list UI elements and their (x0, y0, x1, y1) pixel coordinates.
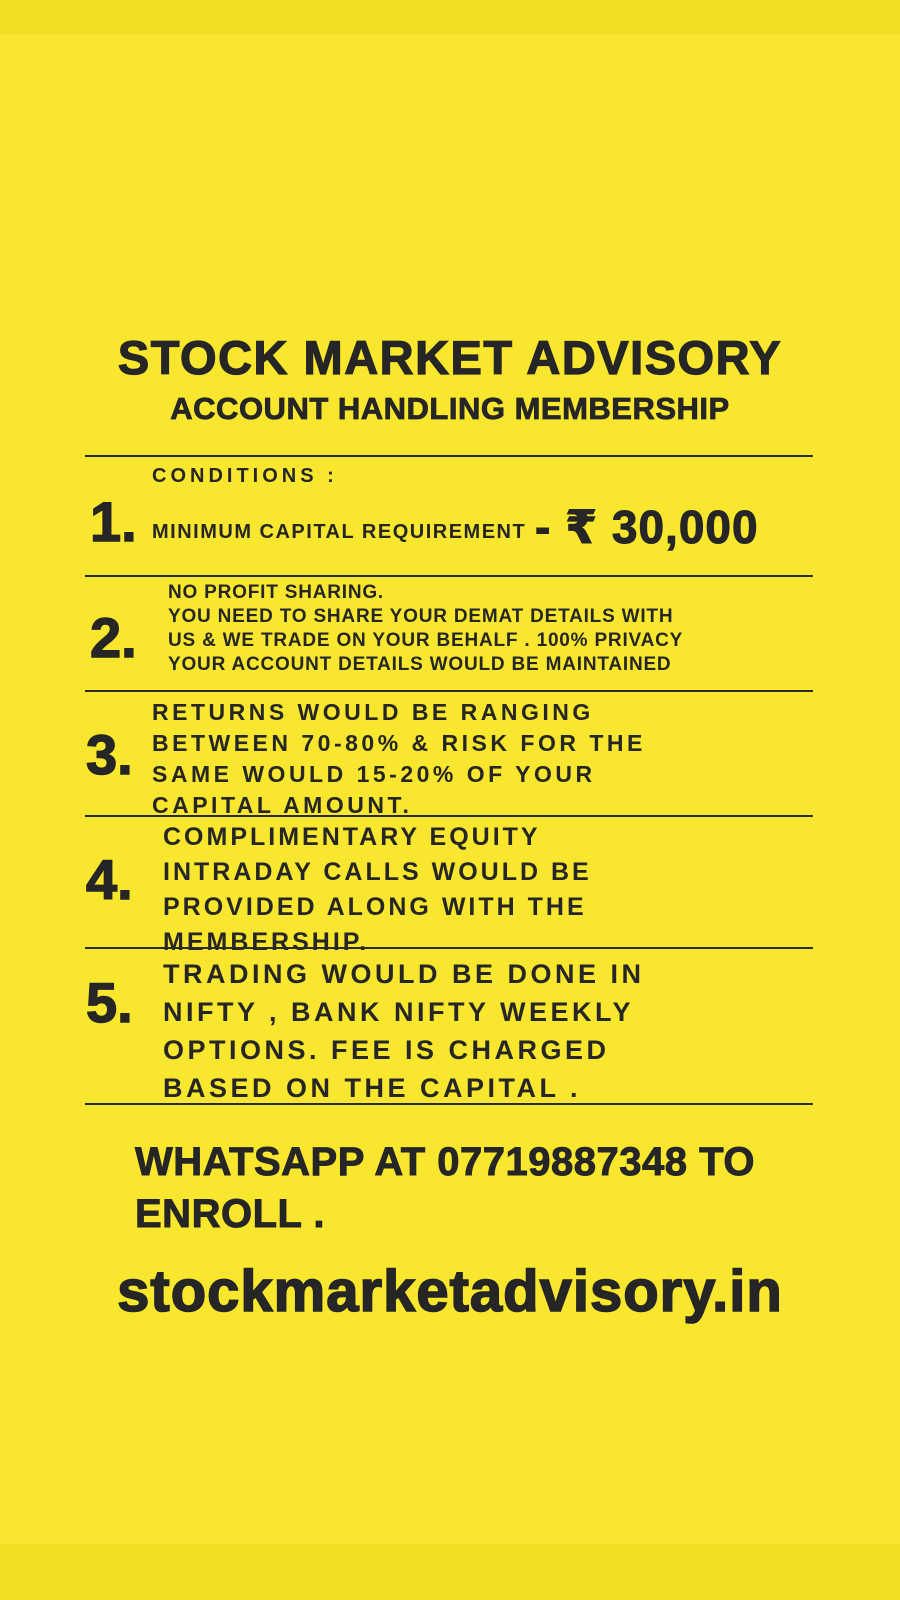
divider (85, 947, 813, 949)
divider (85, 575, 813, 577)
page-title: STOCK MARKET ADVISORY (117, 331, 783, 384)
item-line: CAPITAL AMOUNT. (152, 792, 413, 818)
item-line: BETWEEN 70-80% & RISK FOR THE (152, 730, 646, 756)
item-line: US & WE TRADE ON YOUR BEHALF . 100% PRIVACY (168, 630, 684, 651)
item-line: NIFTY , BANK NIFTY WEEKLY (163, 997, 635, 1027)
whatsapp-line: WHATSAPP AT 07719887348 TO (135, 1140, 755, 1184)
bottom-band (0, 1544, 900, 1600)
item-1-label: MINIMUM CAPITAL REQUIREMENT (152, 521, 527, 543)
item-1-number: 1. (90, 490, 137, 553)
whatsapp-enroll-text (135, 1136, 755, 1240)
divider (85, 1103, 813, 1105)
item-line: MEMBERSHIP. (163, 928, 370, 956)
item-2-text (168, 581, 683, 677)
conditions-label: CONDITIONS : (152, 465, 338, 487)
whatsapp-line: ENROLL . (135, 1192, 325, 1236)
item-5-number: 5. (86, 971, 133, 1034)
item-line: INTRADAY CALLS WOULD BE (163, 858, 592, 886)
page-subtitle: ACCOUNT HANDLING MEMBERSHIP (170, 391, 730, 426)
item-1-value: - ₹ 30,000 (535, 501, 759, 553)
item-line: RETURNS WOULD BE RANGING (152, 699, 594, 725)
item-3-number: 3. (86, 723, 133, 786)
item-line: PROVIDED ALONG WITH THE (163, 893, 587, 921)
item-line: COMPLIMENTARY EQUITY (163, 823, 541, 851)
divider (85, 815, 813, 817)
item-5-text (163, 955, 645, 1107)
item-4-number: 4. (86, 848, 133, 911)
item-3-text (152, 697, 646, 821)
divider (85, 690, 813, 692)
item-line: NO PROFIT SHARING. (168, 582, 385, 603)
item-2-number: 2. (90, 606, 137, 669)
item-line: YOUR ACCOUNT DETAILS WOULD BE MAINTAINED (168, 654, 672, 675)
item-4-text (163, 820, 592, 960)
website-url: stockmarketadvisory.in (117, 1259, 783, 1324)
divider (85, 455, 813, 457)
item-line: YOU NEED TO SHARE YOUR DEMAT DETAILS WITH (168, 606, 674, 627)
top-band (0, 0, 900, 34)
item-line: TRADING WOULD BE DONE IN (163, 959, 645, 989)
item-line: SAME WOULD 15-20% OF YOUR (152, 761, 596, 787)
item-line: OPTIONS. FEE IS CHARGED (163, 1035, 610, 1065)
item-line: BASED ON THE CAPITAL . (163, 1073, 582, 1103)
